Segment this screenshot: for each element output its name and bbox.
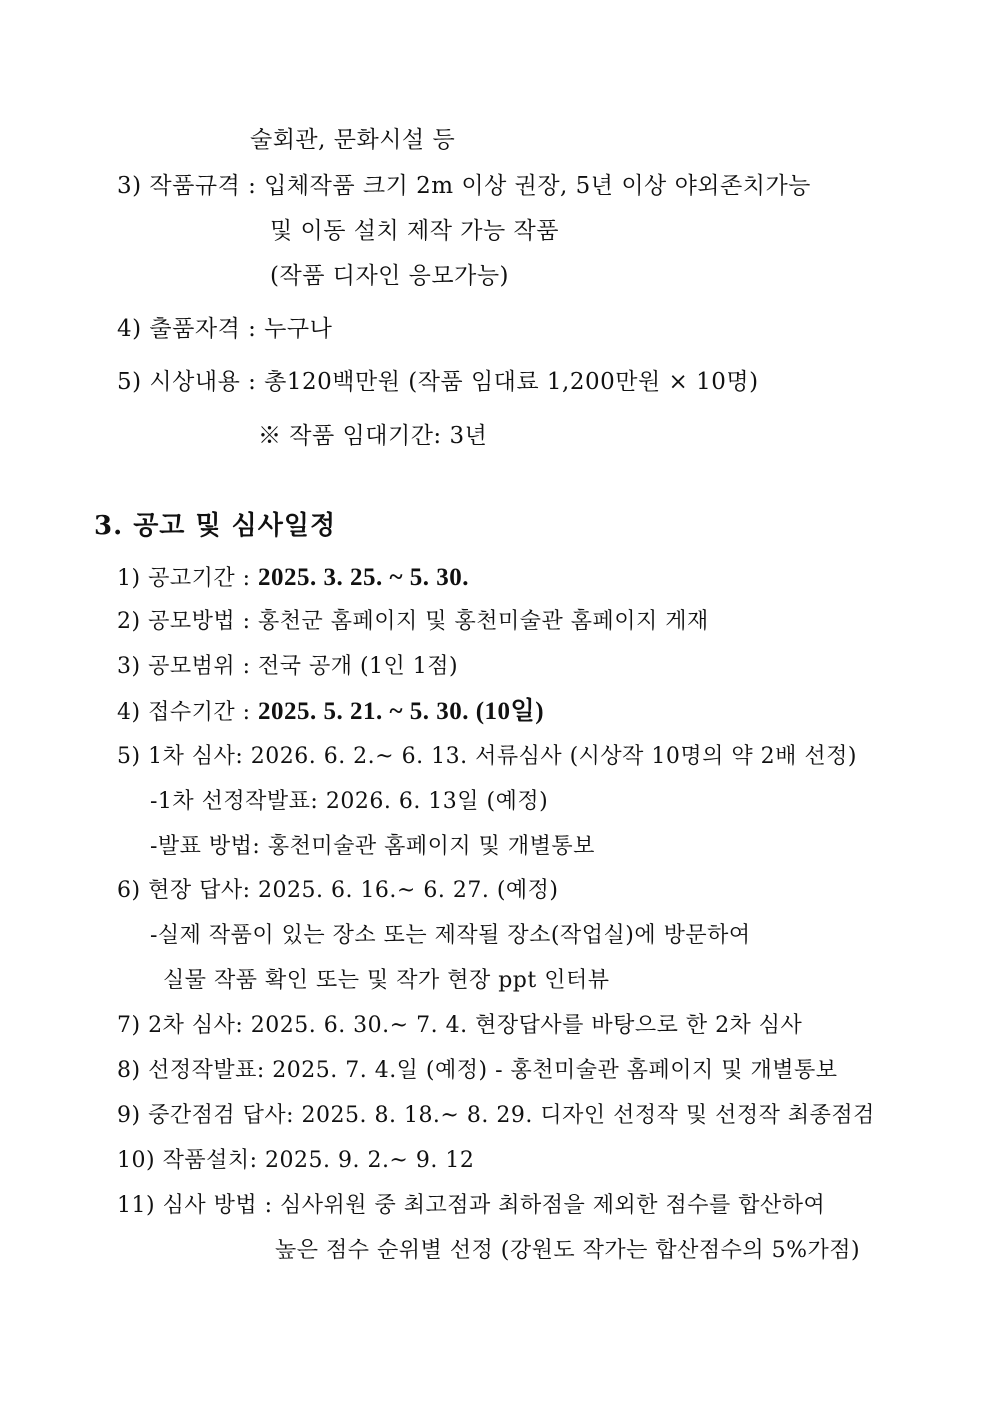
spec-line — [117, 171, 811, 201]
spec-design-note: (작품 디자인 응모가능) — [270, 263, 510, 289]
spec-text: 입체작품 크기 2m 이상 권장, 5년 이상 야외존치가능 — [264, 173, 811, 199]
spec-label: 3) 작품규격 : — [117, 173, 265, 199]
site-visit-detail-continuation: 실물 작품 확인 또는 및 작가 현장 ppt 인터뷰 — [163, 968, 610, 993]
schedule-item-site-visit: 6) 현장 답사: 2025. 6. 16.~ 6. 27. (예정) — [117, 878, 559, 903]
site-visit-detail: -실제 작품이 있는 장소 또는 제작될 장소(작업실)에 방문하여 — [150, 923, 751, 948]
submission-label: 4) 접수기간 : — [117, 700, 258, 725]
prize-line: 5) 시상내용 : 총120백만원 (작품 임대료 1,200만원 × 10명) — [117, 369, 759, 395]
schedule-item-announcement — [117, 563, 469, 594]
schedule-item-scope: 3) 공모범위 : 전국 공개 (1인 1점) — [117, 654, 459, 679]
first-review-method: -발표 방법: 홍천미술관 홈페이지 및 개별통보 — [150, 834, 595, 859]
venue-continuation-line: 술회관, 문화시설 등 — [250, 127, 456, 153]
schedule-item-installation: 10) 작품설치: 2025. 9. 2.~ 9. 12 — [117, 1148, 475, 1173]
review-method-continuation: 높은 점수 순위별 선정 (강원도 작가는 합산점수의 5%가점) — [275, 1238, 861, 1263]
schedule-item-method: 2) 공모방법 : 홍천군 홈페이지 및 홍천미술관 홈페이지 게재 — [117, 609, 709, 634]
section-heading: 3. 공고 및 심사일정 — [94, 511, 337, 541]
schedule-item-final-announcement: 8) 선정작발표: 2025. 7. 4.일 (예정) - 홍천미술관 홈페이지 및 개별통보 — [117, 1058, 838, 1083]
eligibility-line: 4) 출품자격 : 누구나 — [117, 316, 333, 342]
spec-continuation: 및 이동 설치 제작 가능 작품 — [270, 218, 559, 244]
schedule-item-first-review: 5) 1차 심사: 2026. 6. 2.~ 6. 13. 서류심사 (시상작 10명의 약 2배 선정) — [117, 744, 857, 769]
schedule-item-second-review: 7) 2차 심사: 2025. 6. 30.~ 7. 4. 현장답사를 바탕으로 한 2차 심사 — [117, 1013, 803, 1038]
submission-period: 2025. 5. 21. ~ 5. 30. (10일) — [257, 698, 545, 725]
announcement-label: 1) 공고기간 : — [117, 566, 258, 591]
rental-period-note: ※ 작품 임대기간: 3년 — [258, 423, 488, 449]
first-review-announcement: -1차 선정작발표: 2026. 6. 13일 (예정) — [150, 789, 549, 814]
announcement-period: 2025. 3. 25. ~ 5. 30. — [257, 564, 469, 591]
schedule-item-review-method: 11) 심사 방법 : 심사위원 중 최고점과 최하점을 제외한 점수를 합산하여 — [117, 1193, 826, 1218]
schedule-item-submission — [117, 697, 544, 728]
schedule-item-midterm-check: 9) 중간점검 답사: 2025. 8. 18.~ 8. 29. 디자인 선정작 및 선정작 최종점검 — [117, 1103, 875, 1128]
